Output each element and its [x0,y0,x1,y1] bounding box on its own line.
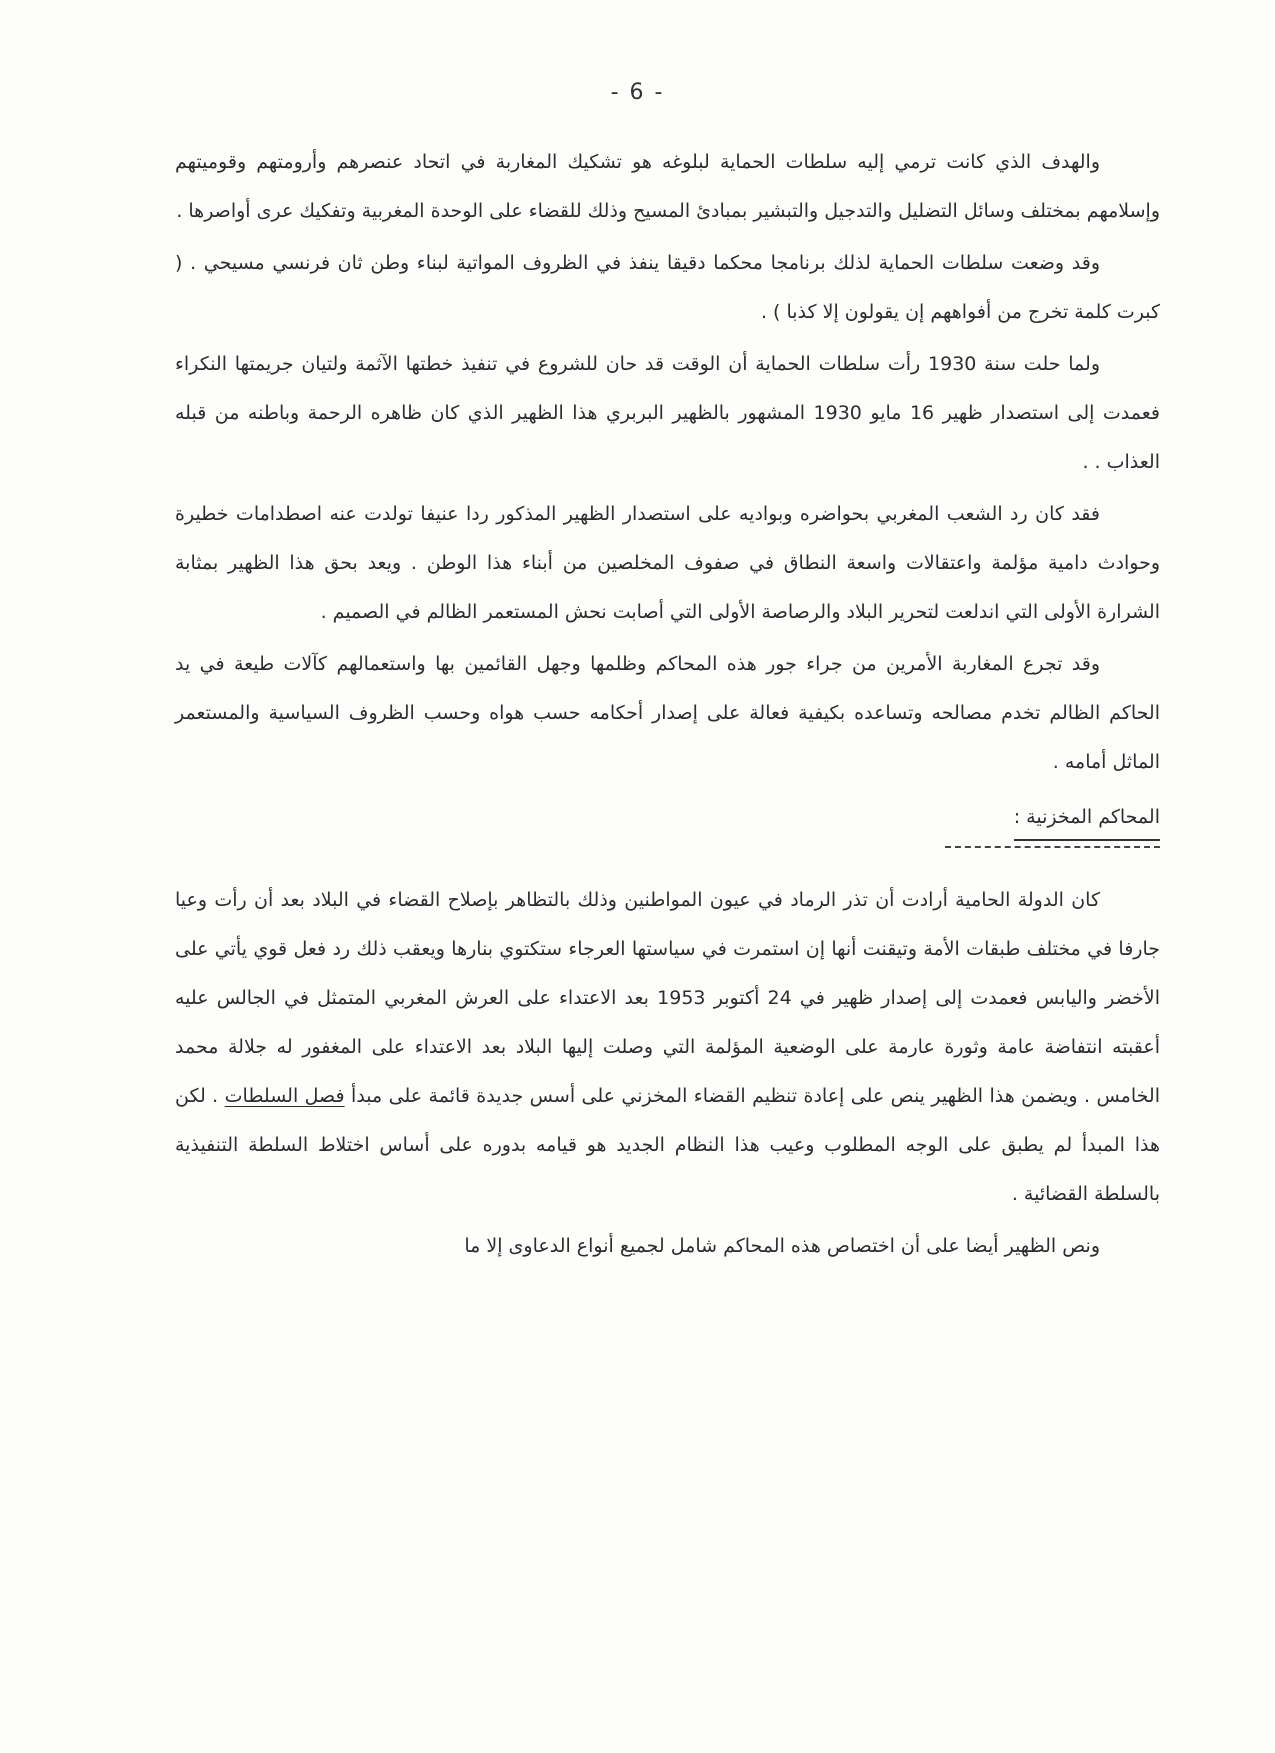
paragraph-2: وقد وضعت سلطات الحماية لذلك برنامجا محكما دقيقا ينفذ في الظروف المواتية لبناء وطن ثان فرنسي مسيحي . ( كبرت كلمة تخرج من أفواههم إن يقولون إلا كذبا ) . [175,252,1160,323]
underlined-phrase: فصل السلطات [224,1085,345,1107]
paragraph-6 [175,876,1160,1219]
page-number: - 6 - [610,80,665,105]
document-body [175,138,1160,1271]
paragraph-6-part-1: كان الدولة الحامية أرادت أن تذر الرماد في عيون المواطنين وذلك بالتظاهر بإصلاح القضاء في البلاد بعد أن رأت وعيا جارفا في مختلف طبقات الأمة وتيقنت أنها إن استمرت في سياستها العرجاء ستكتوي بنارها ويعقب ذلك رد فعل قوي يأتي على الأخضر واليابس فعمدت إلى إصدار ظهير في 24 أكتوبر 1953 بعد الاعتداء على العرش المغربي المتمثل في الجالس عليه أعقبته انتفاضة عامة وثورة عارمة على الوضعية المؤلمة التي وصلت إليها البلاد بعد الاعتداء على المغفور له جلالة محمد الخامس . ويضمن هذا الظهير ينص على إعادة تنظيم القضاء المخزني على أسس جديدة قائمة على مبدأ [175,889,1160,1107]
paragraph-4: فقد كان رد الشعب المغربي بحواضره وبواديه على استصدار الظهير المذكور ردا عنيفا تولدت عنه اصطدامات خطيرة وحوادث دامية مؤلمة واعتقالات واسعة النطاق في صفوف المخلصين من أبناء هذا الوطن . ويعد بحق هذا الظهير بمثابة الشرارة الأولى التي اندلعت لتحرير البلاد والرصاصة الأولى التي أصابت نحش المستعمر الظالم في الصميم . [175,503,1160,623]
paragraph-1: والهدف الذي كانت ترمي إليه سلطات الحماية لبلوغه هو تشكيك المغاربة في اتحاد عنصرهم وأرومتهم وقوميتهم وإسلامهم بمختلف وسائل التضليل والتدجيل والتبشير بمبادئ المسيح وذلك للقضاء على الوحدة المغربية وتفكيك عرى أواصرها . [175,151,1160,222]
paragraph-7: ونص الظهير أيضا على أن اختصاص هذه المحاكم شامل لجميع أنواع الدعاوى إلا ما [464,1235,1100,1257]
heading-dashed-rule [945,846,1160,848]
section-heading: المحاكم المخزنية : [1014,797,1160,841]
section-heading-wrap [175,793,1160,848]
paragraph-3: ولما حلت سنة 1930 رأت سلطات الحماية أن الوقت قد حان للشروع في تنفيذ خطتها الآثمة ولتيان جريمتها النكراء فعمدت إلى استصدار ظهير 16 مايو 1930 المشهور بالظهير البربري هذا الظهير الذي كان ظاهره الرحمة وباطنه من قبله العذاب . . [175,353,1160,473]
paragraph-5: وقد تجرع المغاربة الأمرين من جراء جور هذه المحاكم وظلمها وجهل القائمين بها واستعمالهم كآلات طيعة في يد الحاكم الظالم تخدم مصالحه وتساعده بكيفية فعالة على إصدار أحكامه حسب هواه وحسب الظروف السياسية والمستعمر الماثل أمامه . [175,653,1160,773]
paragraph-6-part-2: . لكن هذا المبدأ لم يطبق على الوجه المطلوب وعيب هذا النظام الجديد هو قيامه بدوره على أساس اختلاط السلطة التنفيذية بالسلطة القضائية . [175,1085,1160,1205]
